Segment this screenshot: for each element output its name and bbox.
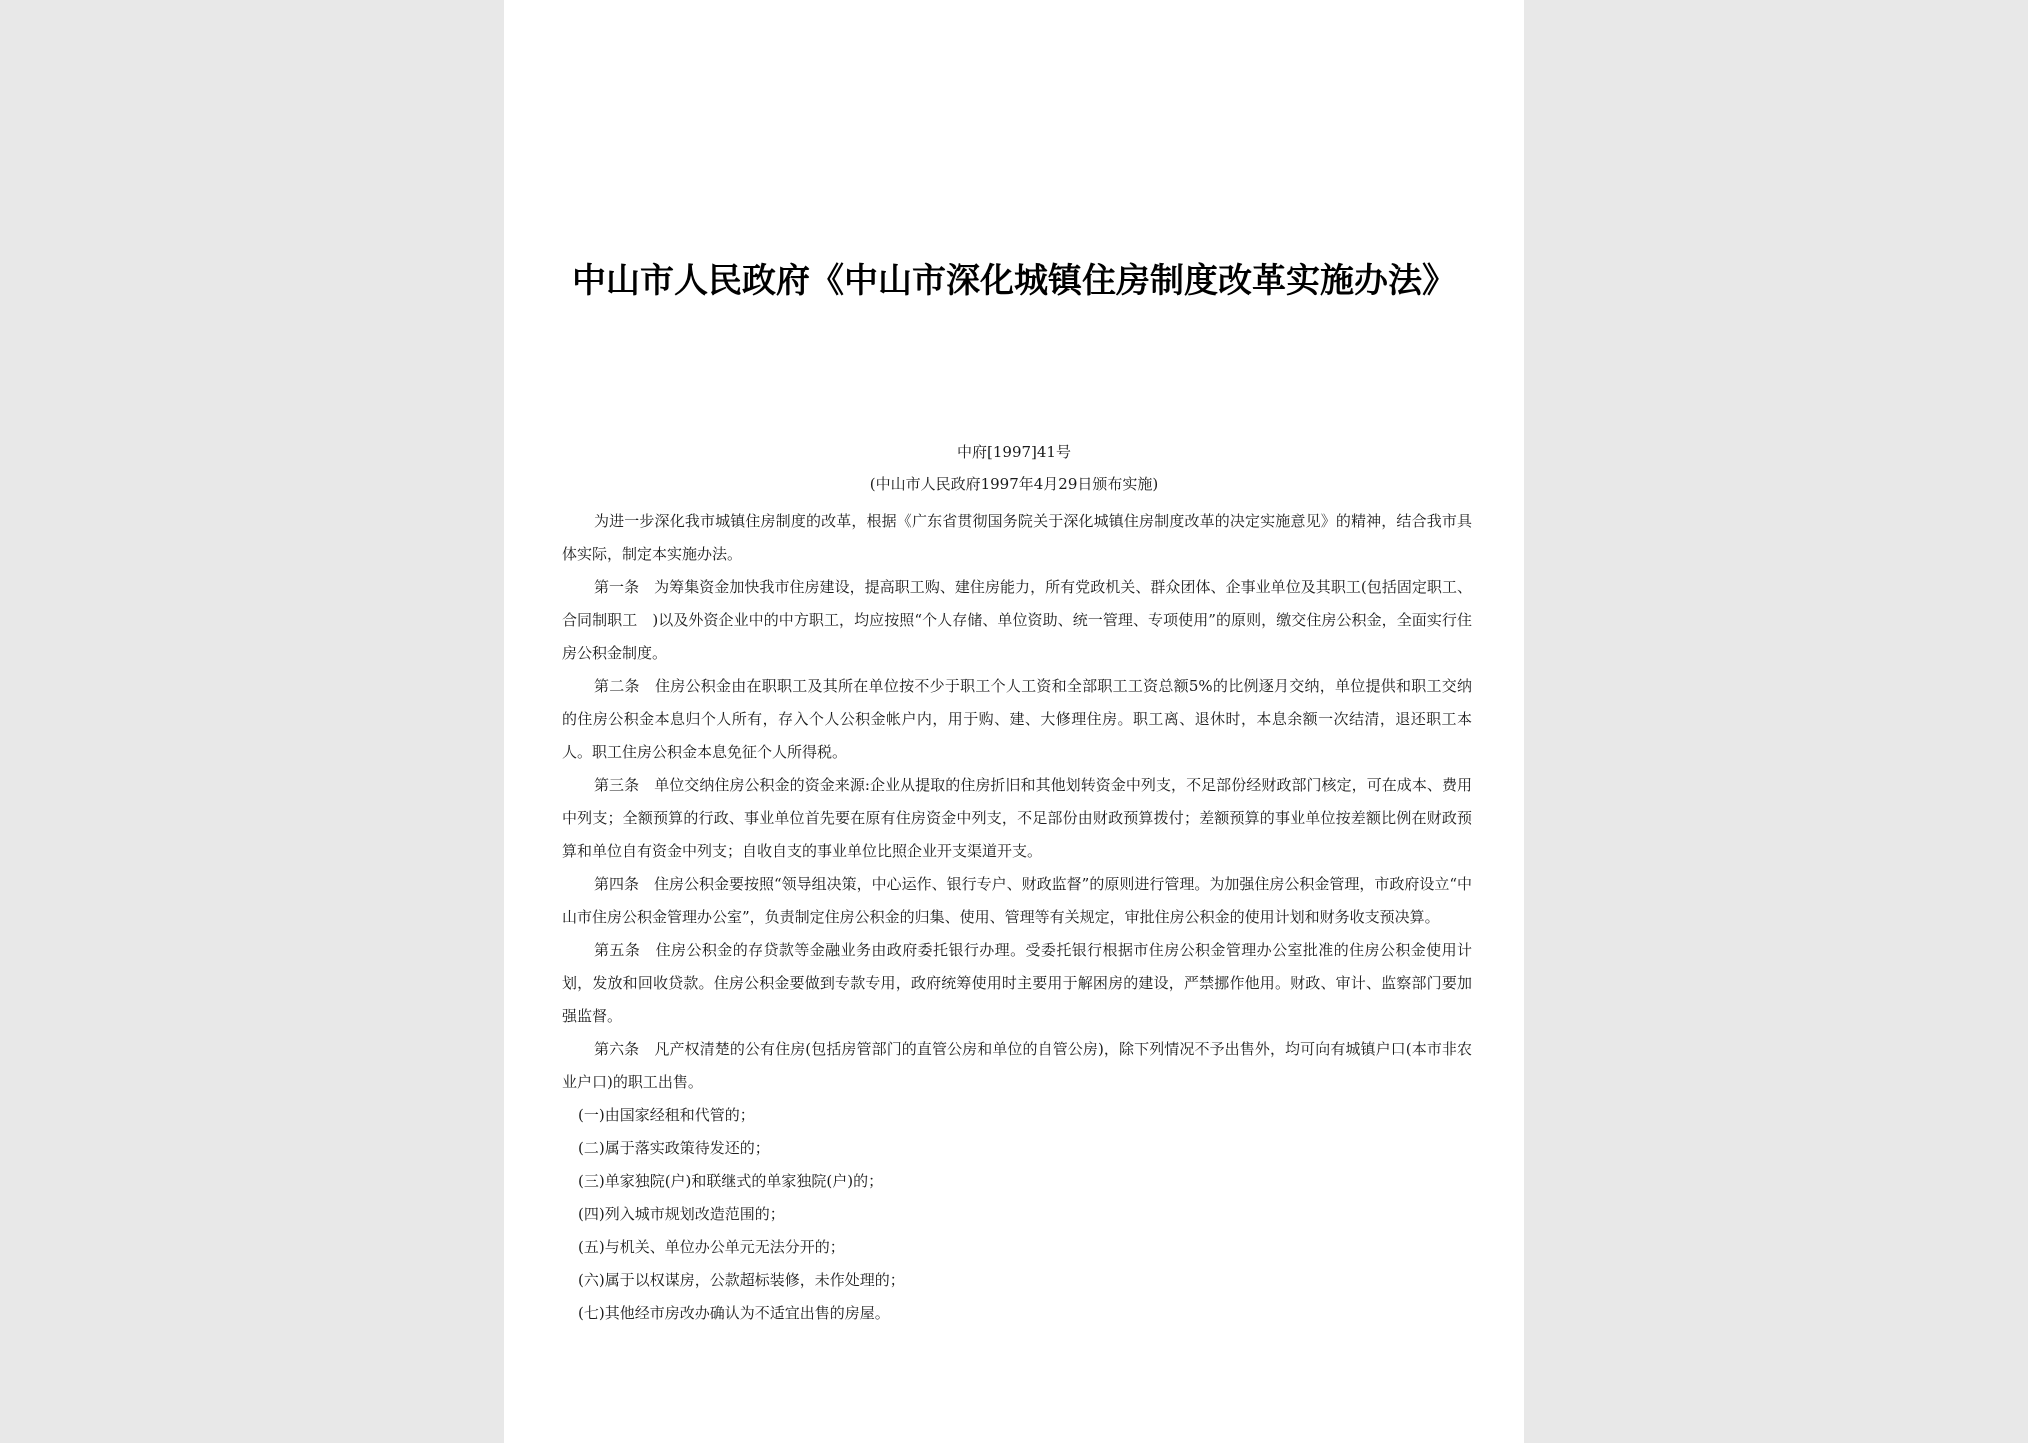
list-item: (三)单家独院(户)和联继式的单家独院(户)的； [578,1172,884,1190]
paragraph-article-5: 第五条 住房公积金的存贷款等金融业务由政府委托银行办理。受委托银行根据市住房公积金管理办公室批准的住房公积金使用计划，发放和回收贷款。住房公积金要做到专款专用，政府统筹使用时主要用于解困房的建设，严禁挪作他用。财政、审计、监察部门要加强监督。 [562,941,1472,1025]
list-item: (四)列入城市规划改造范围的； [578,1205,785,1223]
list-item: (六)属于以权谋房，公款超标装修，未作处理的； [578,1271,905,1289]
promulgation-note: (中山市人民政府1997年4月29日颁布实施) [869,475,1159,493]
document-title: 中山市人民政府《中山市深化城镇住房制度改革实施办法》 [572,261,1456,301]
paragraph-article-4: 第四条 住房公积金要按照“领导组决策，中心运作、银行专户、财政监督”的原则进行管理。为加强住房公积金管理，市政府设立“中山市住房公积金管理办公室”，负责制定住房公积金的归集、使用、管理等有关规定，审批住房公积金的使用计划和财务收支预决算。 [562,875,1473,926]
document-page [504,0,1524,1443]
list-item: (一)由国家经租和代管的； [578,1106,755,1124]
paragraph-preamble: 为进一步深化我市城镇住房制度的改革，根据《广东省贯彻国务院关于深化城镇住房制度改革的决定实施意见》的精神，结合我市具体实际，制定本实施办法。 [562,512,1472,563]
list-item: (五)与机关、单位办公单元无法分开的； [578,1238,845,1256]
paragraph-article-1: 第一条 为筹集资金加快我市住房建设，提高职工购、建住房能力，所有党政机关、群众团体、企事业单位及其职工(包括固定职工、合同制职工 )以及外资企业中的中方职工，均应按照“个人存储、单位资助、统一管理、专项使用”的原则，缴交住房公积金，全面实行住房公积金制度。 [562,578,1472,662]
list-item: (二)属于落实政策待发还的； [578,1139,770,1157]
paragraph-article-6: 第六条 凡产权清楚的公有住房(包括房管部门的直管公房和单位的自管公房)，除下列情况不予出售外，均可向有城镇户口(本市非农业户口)的职工出售。 [562,1040,1472,1091]
document-number: 中府[1997]41号 [957,443,1071,461]
document-body [562,505,1472,1330]
paragraph-article-3: 第三条 单位交纳住房公积金的资金来源:企业从提取的住房折旧和其他划转资金中列支，不足部份经财政部门核定，可在成本、费用中列支；全额预算的行政、事业单位首先要在原有住房资金中列支，不足部份由财政预算拨付；差额预算的事业单位按差额比例在财政预算和单位自有资金中列支；自收自支的事业单位比照企业开支渠道开支。 [562,776,1472,860]
paragraph-article-2: 第二条 住房公积金由在职职工及其所在单位按不少于职工个人工资和全部职工工资总额5%的比例逐月交纳，单位提供和职工交纳的住房公积金本息归个人所有，存入个人公积金帐户内，用于购、建、大修理住房。职工离、退休时，本息余额一次结清，退还职工本人。职工住房公积金本息免征个人所得税。 [562,677,1472,761]
list-item: (七)其他经市房改办确认为不适宜出售的房屋。 [578,1304,890,1322]
